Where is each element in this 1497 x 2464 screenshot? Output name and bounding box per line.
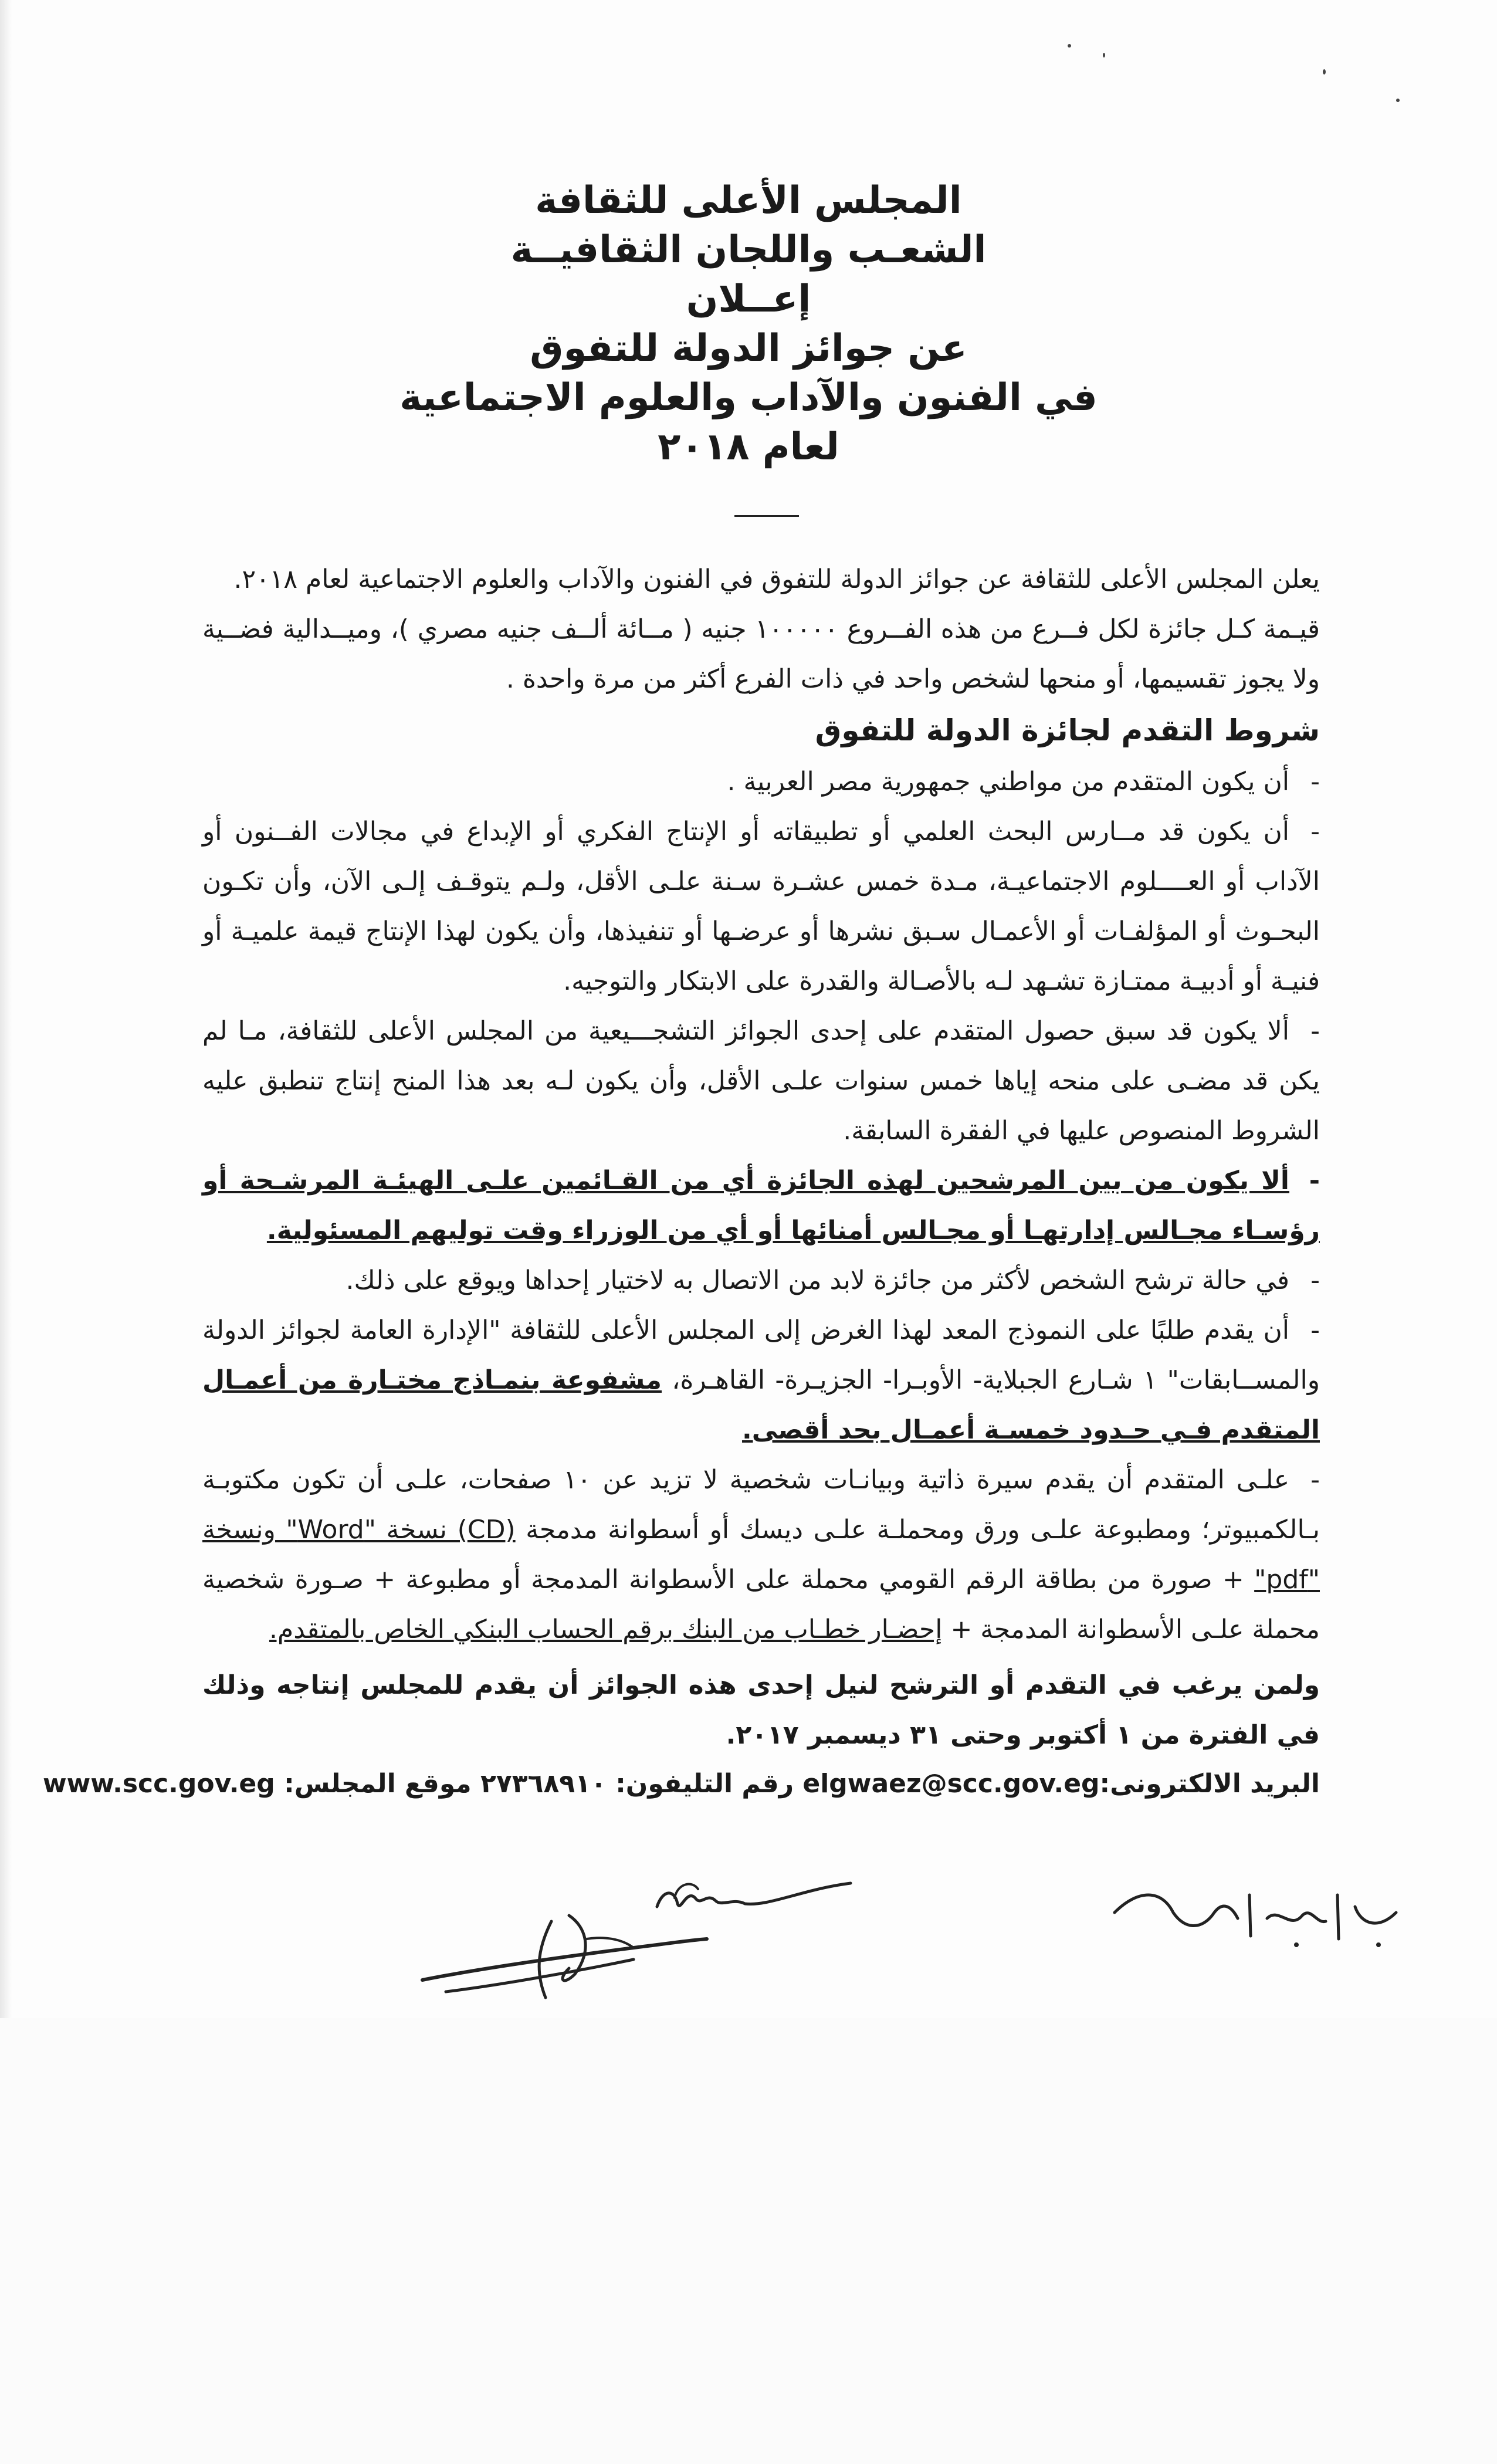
email-address: elgwaez@scc.gov.eg xyxy=(802,1769,1100,1799)
condition-item: -في حالة ترشح الشخص لأكثر من جائزة لابد من الاتصال به لاختيار إحداها ويوقع على ذلك. xyxy=(346,1265,1320,1295)
contact-line xyxy=(42,1769,1320,1799)
header-line-year: لعام ٢٠١٨ xyxy=(658,425,839,469)
header-line-fields: في الفنون والآداب والعلوم الاجتماعية xyxy=(399,376,1098,419)
signature-right xyxy=(1103,1871,1408,1959)
phone-label: رقم التليفون: xyxy=(615,1769,794,1799)
header-divider xyxy=(734,515,799,517)
condition-item: -أن يقدم طلبًا على النموذج المعد لهذا الغرض إلى المجلس الأعلى للثقافة "الإدارة العامة لجوائز الدولة والمســابقات" ١ شـارع الجبلاية- الأوبـرا- الجزيـرة- القاهـرة، مشفوعة بنمـاذج مختـارة من أعمـال المتقدم فـي حـدود خمسـة أعمـال بحد أقصى. xyxy=(202,1315,1320,1445)
header-line-committees: الشعـب واللجان الثقافيــة xyxy=(510,228,987,272)
header-line-announcement: إعــلان xyxy=(686,277,811,321)
website-label: موقع المجلس: xyxy=(284,1769,472,1799)
bank-letter-requirement: إحضـار خطـاب من البنك برقم الحساب البنكي الخاص بالمتقدم. xyxy=(269,1615,943,1644)
scan-speck xyxy=(1068,44,1071,48)
cd-format-requirement: (CD) نسخة "Word" ونسخة "pdf" xyxy=(202,1515,1320,1595)
announcement-body xyxy=(202,554,1320,1760)
condition-item-emphasized: -ألا يكون من بين المرشحين لهذه الجائزة أي من القـائمين علـى الهيئـة المرشـحة أو رؤسـاء مجـالس إدارتهـا أو مجـالس أمنائها أو أي من الوزراء وقت توليهم المسئولية. xyxy=(202,1166,1320,1245)
scan-speck xyxy=(1396,99,1400,102)
works-requirement: مشفوعة بنمـاذج مختـارة من أعمـال المتقدم فـي حـدود خمسـة أعمـال بحد أقصى. xyxy=(202,1365,1320,1445)
scan-speck xyxy=(1323,69,1326,75)
condition-item: -علـى المتقدم أن يقدم سيرة ذاتية وبيانـات شخصية لا تزيد عن ١٠ صفحات، علـى أن تكون مكتوبـة بـالكمبيوتر؛ ومطبوعة علـى ورق ومحملـة علـى ديسك أو أسطوانة مدمجة (CD) نسخة "Word" ونسخة "pdf" + صورة من بطاقة الرقم القومي محملة على الأسطوانة المدمجة أو مطبوعة + صـورة شخصية محملة علـى الأسطوانة المدمجة + إحضـار خطـاب من البنك برقم الحساب البنكي الخاص بالمتقدم. xyxy=(202,1465,1320,1644)
header-line-council: المجلس الأعلى للثقافة xyxy=(535,179,962,222)
header-line-awards: عن جوائز الدولة للتفوق xyxy=(530,327,967,370)
scan-speck xyxy=(1103,53,1105,57)
condition-item: -ألا يكون قد سبق حصول المتقدم على إحدى الجوائز التشجـــيعية من المجلس الأعلى للثقافة، مـا لم يكن قد مضـى على منحه إياها خمس سنوات علـى الأقل، وأن يكون لـه بعد هذا المنح إنتاج تنطبق عليه الشروط المنصوص عليها في الفقرة السابقة. xyxy=(202,1016,1320,1146)
prize-value-paragraph: قيـمة كـل جائزة لكل فــرع من هذه الفــروع ١٠٠٠٠٠ جنيه ( مــائة ألــف جنيه مصري )، وميــدالية فضــية ولا يجوز تقسيمها، أو منحها لشخص واحد في ذات الفرع أكثر من مرة واحدة . xyxy=(202,614,1320,694)
email-label: البريد الالكترونى: xyxy=(1099,1769,1320,1799)
scan-edge-shadow xyxy=(0,0,12,2018)
signature-left xyxy=(411,1904,716,2009)
phone-number: ٢٧٣٦٨٩١٠ xyxy=(480,1769,607,1799)
intro-paragraph: يعلن المجلس الأعلى للثقافة عن جوائز الدولة للتفوق في الفنون والآداب والعلوم الاجتماعية لعام ٢٠١٨. xyxy=(233,564,1320,594)
announcement-header xyxy=(352,176,1145,472)
condition-item: -أن يكون المتقدم من مواطني جمهورية مصر العربية . xyxy=(727,767,1320,797)
submission-period: ولمن يرغب في التقدم أو الترشح لنيل إحدى هذه الجوائز أن يقدم للمجلس إنتاجه وذلك في الفترة من ١ أكتوبر وحتى ٣١ ديسمبر ٢٠١٧. xyxy=(202,1670,1320,1750)
conditions-title: شروط التقدم لجائزة الدولة للتفوق xyxy=(815,713,1320,747)
condition-item: -أن يكون قد مــارس البحث العلمي أو تطبيقاته أو الإنتاج الفكري أو الإبداع في مجالات الفــنون أو الآداب أو العــــلوم الاجتماعيـة، مـدة خمس عشـرة سـنة علـى الأقل، ولـم يتوقـف إلـى الآن، وأن تكـون البحـوث أو المؤلفـات أو الأعمـال سـبق نشرها أو عرضـها أو تنفيذها، وأن يكون لهذا الإنتاج قيمة علميـة أو فنيـة أو أدبيـة ممتـازة تشـهد لـه بالأصـالة والقدرة على الابتكار والتوجيه. xyxy=(202,817,1320,996)
website-address: www.scc.gov.eg xyxy=(42,1769,275,1799)
